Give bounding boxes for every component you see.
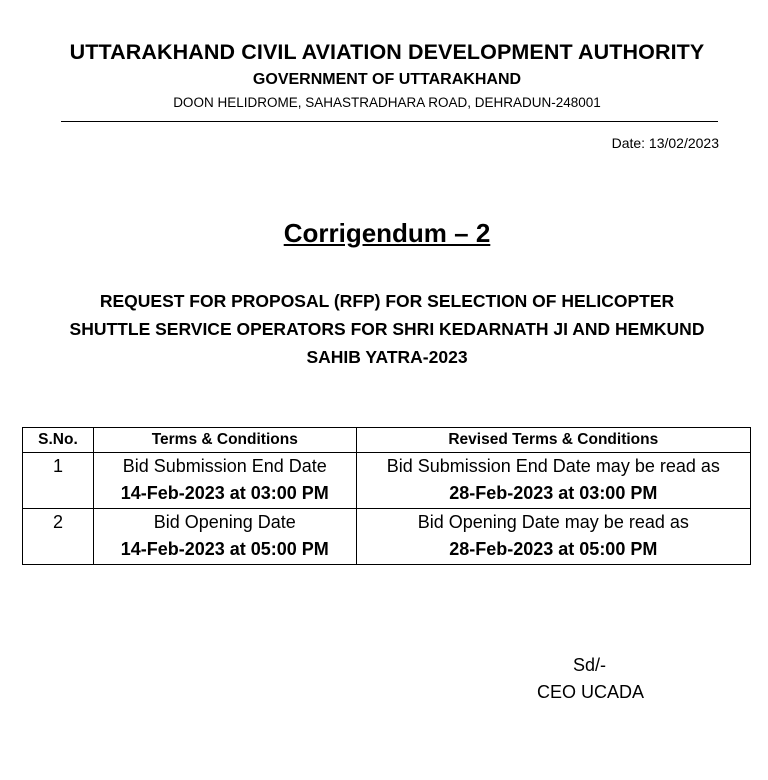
terms-table — [22, 427, 751, 565]
document-title: Corrigendum – 2 — [283, 218, 491, 248]
document-date: Date: 13/02/2023 — [611, 135, 719, 151]
term-date: 14-Feb-2023 at 03:00 PM — [120, 483, 329, 503]
signature-block — [520, 652, 650, 706]
cell-sno: 2 — [23, 509, 94, 565]
table-row — [23, 509, 751, 565]
revised-label: Bid Opening Date may be read as — [417, 512, 689, 532]
header-terms: Terms & Conditions — [93, 428, 356, 453]
revised-date: 28-Feb-2023 at 05:00 PM — [449, 539, 658, 559]
signatory-name: CEO UCADA — [537, 682, 645, 702]
organization-name: UTTARAKHAND CIVIL AVIATION DEVELOPMENT AUTHORITY — [69, 40, 705, 64]
cell-revised-term — [356, 509, 750, 565]
organization-address: DOON HELIDROME, SAHASTRADHARA ROAD, DEHRADUN-248001 — [173, 95, 601, 110]
header-revised-terms: Revised Terms & Conditions — [356, 428, 750, 453]
term-label: Bid Opening Date — [153, 512, 296, 532]
cell-term — [93, 509, 356, 565]
header-divider — [61, 121, 718, 122]
revised-date: 28-Feb-2023 at 03:00 PM — [449, 483, 658, 503]
term-label: Bid Submission End Date — [122, 456, 327, 476]
cell-term — [93, 453, 356, 509]
signature-mark: Sd/- — [573, 655, 607, 675]
table-header-row — [23, 428, 751, 453]
table-row — [23, 453, 751, 509]
cell-revised-term — [356, 453, 750, 509]
document-subject: REQUEST FOR PROPOSAL (RFP) FOR SELECTION OF HELICOPTER SHUTTLE SERVICE OPERATORS FOR SHRI KEDARNATH JI AND HEMKUND SAHIB YATRA-2023 — [69, 291, 705, 367]
term-date: 14-Feb-2023 at 05:00 PM — [120, 539, 329, 559]
cell-sno: 1 — [23, 453, 94, 509]
government-name: GOVERNMENT OF UTTARAKHAND — [252, 71, 522, 88]
header-sno: S.No. — [23, 428, 94, 453]
revised-label: Bid Submission End Date may be read as — [386, 456, 720, 476]
